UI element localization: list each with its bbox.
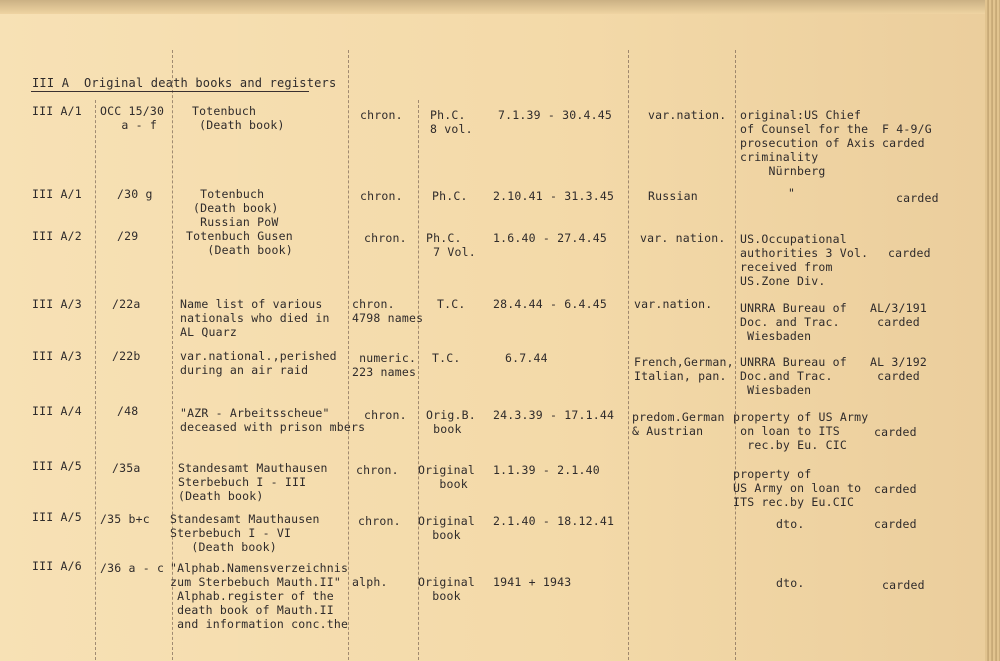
record-nation: var.nation. (634, 297, 713, 311)
record-nation: French,German, Italian, pan. (634, 355, 734, 383)
record-file: AL 3/192 carded (870, 355, 927, 383)
record-file: carded (888, 246, 931, 260)
section-heading: III A Original death books and registers (32, 76, 337, 90)
heading-underline (31, 91, 309, 92)
record-order: chron. (356, 463, 399, 477)
record-title: var.national.,perished during an air raid (180, 349, 337, 377)
record-dates: 6.7.44 (505, 351, 548, 365)
record-ref: /35 b+c (100, 512, 150, 526)
record-order: chron. 4798 names (352, 297, 424, 325)
record-form: T.C. (437, 297, 466, 311)
record-nation: var.nation. (648, 108, 727, 122)
record-form: Ph.C. 8 vol. (430, 108, 473, 136)
record-order: chron. (360, 189, 403, 203)
page-stack-edge (985, 0, 1000, 661)
record-source: " (788, 186, 796, 200)
record-ref: /35a (112, 461, 141, 475)
record-form: Ph.C. (432, 189, 468, 203)
record-id: III A/3 (32, 349, 82, 363)
record-title: Name list of various nationals who died in AL Quarz (180, 297, 330, 339)
record-id: III A/6 (32, 559, 82, 573)
record-dates: 2.10.41 - 31.3.45 (493, 189, 615, 203)
record-title: Standesamt Mauthausen Sterbebuch I - III (Death book) (178, 461, 328, 503)
column-divider (628, 50, 629, 660)
record-dates: 1941 + 1943 (493, 575, 572, 589)
record-nation: var. nation. (640, 231, 726, 245)
record-id: III A/3 (32, 297, 82, 311)
record-file: carded (882, 578, 925, 592)
column-divider (735, 50, 736, 660)
record-title: Standesamt Mauthausen Sterbebuch I - VI (Death book) (170, 512, 320, 554)
record-title: "AZR - Arbeitsscheue" deceased with prison mbers (180, 406, 366, 434)
record-dates: 1.1.39 - 2.1.40 (493, 463, 600, 477)
record-id: III A/2 (32, 229, 82, 243)
record-ref: /36 a - c (100, 561, 165, 575)
page-top-shadow (0, 0, 985, 14)
record-ref: /48 (117, 404, 139, 418)
record-form: Orig.B. book (426, 408, 476, 436)
record-order: chron. (364, 408, 407, 422)
record-form: Original book (418, 463, 475, 491)
record-id: III A/1 (32, 104, 82, 118)
record-dates: 1.6.40 - 27.4.45 (493, 231, 607, 245)
record-id: III A/5 (32, 510, 82, 524)
record-form: Ph.C. 7 Vol. (426, 231, 476, 259)
record-ref: OCC 15/30 a - f (100, 104, 165, 132)
record-id: III A/5 (32, 459, 82, 473)
record-source: dto. (776, 517, 805, 531)
record-dates: 7.1.39 - 30.4.45 (498, 108, 612, 122)
record-ref: /30 g (117, 187, 153, 201)
record-order: chron. (364, 231, 407, 245)
record-file: F 4-9/G carded (882, 122, 932, 150)
record-order: alph. (352, 575, 388, 589)
record-title: "Alphab.Namensverzeichnis zum Sterbebuch Mauth.II" Alphab.register of the death book of Mauth.II and information conc.the (170, 561, 349, 631)
record-id: III A/4 (32, 404, 82, 418)
record-form: Original book (418, 575, 475, 603)
record-file: carded (874, 482, 917, 496)
record-dates: 2.1.40 - 18.12.41 (493, 514, 615, 528)
record-source: US.Occupational authorities 3 Vol. received from US.Zone Div. (740, 232, 869, 288)
column-divider (348, 50, 349, 660)
record-ref: /29 (117, 229, 139, 243)
record-title: Totenbuch (Death book) Russian PoW (193, 187, 279, 229)
record-nation: predom.German & Austrian (632, 410, 725, 438)
record-dates: 24.3.39 - 17.1.44 (493, 408, 615, 422)
record-source: property of US Army on loan to ITS rec.by Eu.CIC (733, 467, 862, 509)
record-source: property of US Army on loan to ITS rec.by Eu. CIC (733, 410, 869, 452)
record-id: III A/1 (32, 187, 82, 201)
record-dates: 28.4.44 - 6.4.45 (493, 297, 607, 311)
record-file: AL/3/191 carded (870, 301, 927, 329)
record-source: original:US Chief of Counsel for the prosecution of Axis criminality Nürnberg (740, 108, 876, 178)
record-source: dto. (776, 576, 805, 590)
column-divider (95, 100, 96, 660)
record-form: Original book (418, 514, 475, 542)
record-file: carded (896, 191, 939, 205)
record-ref: /22a (112, 297, 141, 311)
record-form: T.C. (432, 351, 461, 365)
record-order: chron. (358, 514, 401, 528)
record-nation: Russian (648, 189, 698, 203)
record-order: chron. (360, 108, 403, 122)
record-title: Totenbuch Gusen (Death book) (186, 229, 293, 257)
record-source: UNRRA Bureau of Doc.and Trac. Wiesbaden (740, 355, 847, 397)
record-ref: /22b (112, 349, 141, 363)
record-order: numeric. 223 names (352, 351, 417, 379)
record-title: Totenbuch (Death book) (192, 104, 285, 132)
record-file: carded (874, 425, 917, 439)
record-source: UNRRA Bureau of Doc. and Trac. Wiesbaden (740, 301, 847, 343)
record-file: carded (874, 517, 917, 531)
